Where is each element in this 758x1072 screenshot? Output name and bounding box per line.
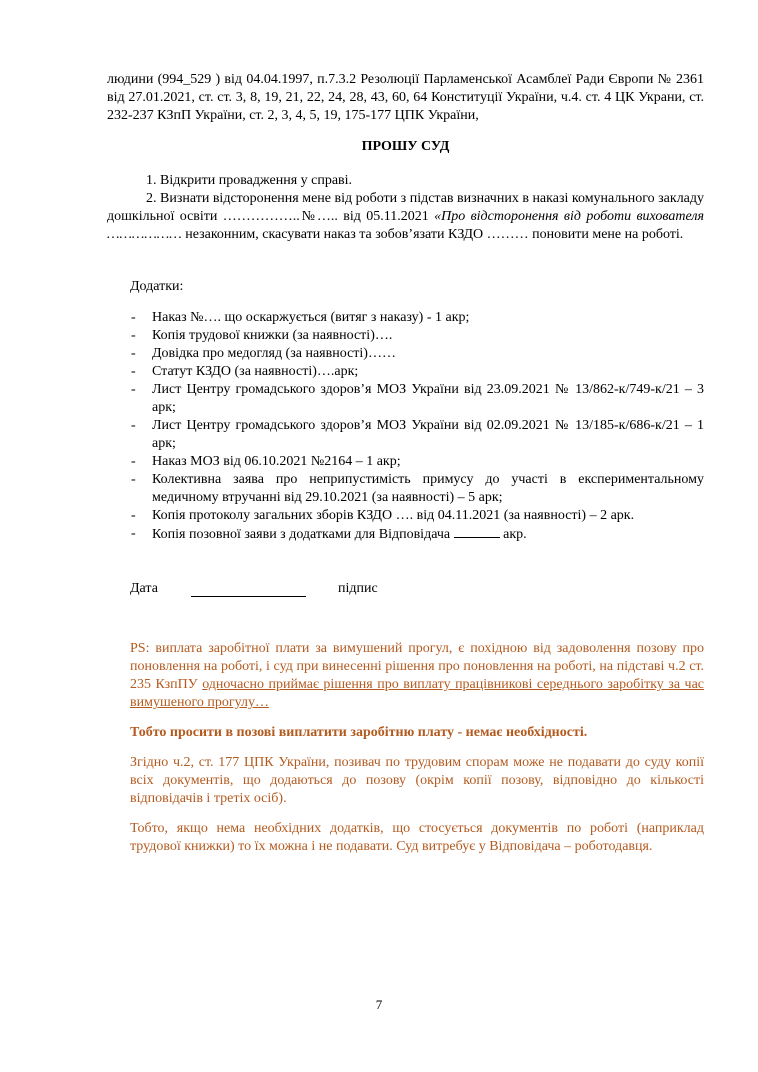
ps-note-paragraph [130,640,704,712]
request-item-1: 1. Відкрити провадження у справі. [146,173,353,188]
attachment-item [107,453,704,471]
attachment-suffix: акр. [503,527,527,542]
list-dash: - [131,328,136,343]
page-number: 7 [375,997,383,1012]
attachment-item [107,363,704,381]
signature-blank-line [191,596,306,597]
list-dash: - [131,454,136,469]
attachment-item [107,471,704,507]
ps-conclusion: Тобто, якщо нема необхідних додатків, що стосується документів по роботі (наприклад трудової книжки) то їх можна і не подавати. Суд витребує у Відповідача – роботодавця. [130,821,704,854]
list-dash: - [131,346,136,361]
list-dash: - [131,418,136,433]
attachment-text: Довідка про медогляд (за наявності)…… [152,346,396,361]
request-heading: ПРОШУ СУД [361,139,450,154]
request-item-2-order-title: «Про відсторонення від роботи вихователя ……………… [107,209,704,242]
attachment-item [107,345,704,363]
list-dash: - [131,382,136,397]
attachment-item [107,417,704,453]
attachments-list [107,309,704,544]
attachment-text: Наказ МОЗ від 06.10.2021 №2164 – 1 акр; [152,454,401,469]
attachment-text: Лист Центру громадського здоров’я МОЗ України від 23.09.2021 № 13/862-к/749-к/21 – 3 арк; [152,382,704,415]
date-label: Дата [130,581,158,596]
signature-row [130,580,430,600]
request-item-2-text: 2. Визнати відсторонення мене від роботи з підстав визначних в наказі комунального закладу дошкільної освіти ……………..№….. від 05.11.2021 [107,191,705,224]
attachment-text: Копія протоколу загальних зборів КЗДО …. від 04.11.2021 (за наявності) – 2 арк. [152,508,635,523]
attachment-item [107,507,704,525]
ps-note-text: PS: виплата заробітної плати за вимушений прогул, є похідною від задоволення позову про поновлення на роботі, і суд при винесенні рішення про поновлення на роботі, на підставі ч.2 ст. 235 КзпПУ [130,641,704,692]
attachment-item [107,327,704,345]
list-dash: - [131,472,136,487]
attachment-text: Копія трудової книжки (за наявності)…. [152,328,393,343]
list-dash: - [131,364,136,379]
intro-paragraph: людини (994_529 ) від 04.04.1997, п.7.3.2 Резолюції Парламенської Асамблеї Ради Європи № 2361 від 27.01.2021, ст. ст. 3, 8, 19, 21, 22, 24, 28, 43, 60, 64 Конституції України, ч.4. ст. 4 ЦК Украни, ст. 232-237 КЗпП України, ст. 2, 3, 4, 5, 19, 175-177 ЦПК України, [107,72,704,123]
attachment-text: Копія позовної заяви з додатками для Відповідача [152,527,451,542]
attachment-item [107,381,704,417]
list-dash: - [131,526,136,541]
attachment-text: Статут КЗДО (за наявності)….арк; [152,364,359,379]
request-item-2 [107,190,704,244]
attachments-title: Додатки: [130,279,184,294]
attachment-text: Наказ №…. що оскаржується (витяг з наказу) - 1 акр; [152,310,470,325]
count-blank-line [454,525,500,538]
ps-note-underlined: одночасно приймає рішення про виплату працівникові середнього заробітку за час вимушеного прогулу… [130,677,704,710]
attachment-text: Лист Центру громадського здоров’я МОЗ України від 02.09.2021 № 13/185-к/686-к/21 – 1 арк; [152,418,704,451]
ps-article-note: Згідно ч.2, ст. 177 ЦПК України, позивач по трудовим спорам може не подавати до суду копії всіх документів, що додаються до позову (окрім копії позову, відповідно до кількості відповідачів і третіх осіб). [130,755,704,806]
request-item-2-text-end: незаконним, скасувати наказ та зобов’язати КЗДО ……… поновити мене на роботі. [181,227,684,242]
list-dash: - [131,310,136,325]
attachment-item [107,525,704,544]
ps-bold-statement: Тобто просити в позові виплатити заробітню плату - немає необхідності. [130,725,588,740]
attachment-item [107,309,704,327]
list-dash: - [131,508,136,523]
attachment-text: Колективна заява про неприпустимість примусу до участі в експериментальному медичному втручанні від 29.10.2021 (за наявності) – 5 арк; [152,472,704,505]
signature-label: підпис [338,581,378,596]
